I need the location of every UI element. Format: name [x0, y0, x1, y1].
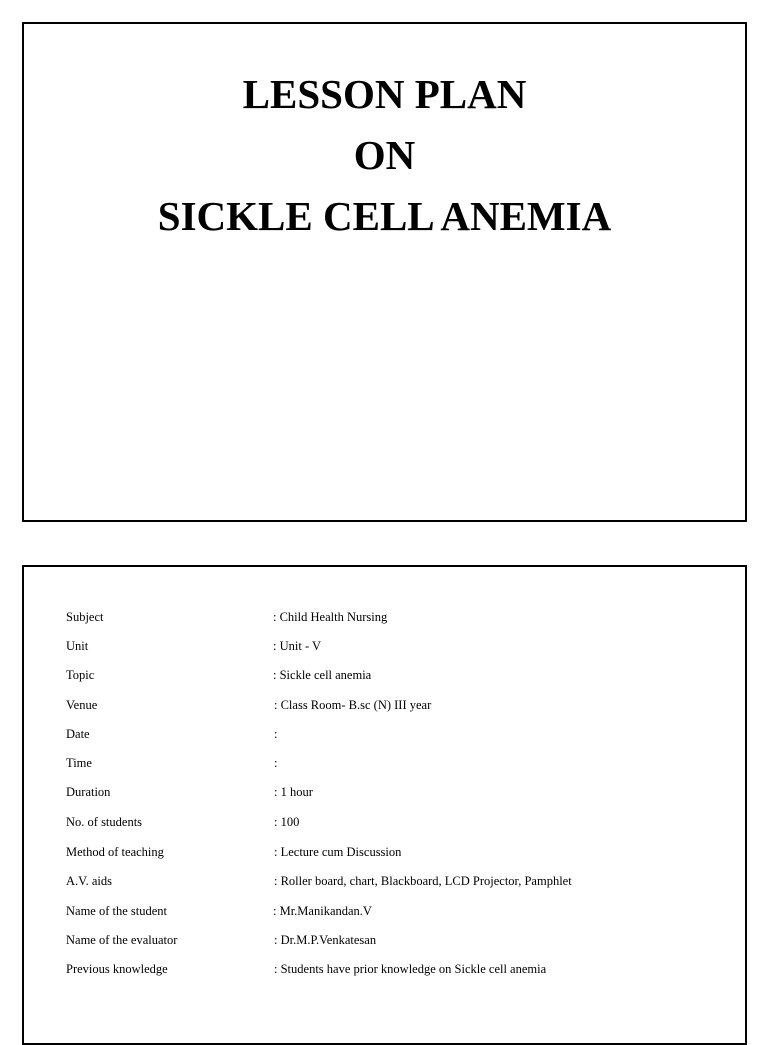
detail-row-evaluator — [24, 930, 745, 950]
detail-row-time — [24, 753, 745, 773]
detail-label: A.V. aids — [66, 874, 112, 888]
detail-value: : Lecture cum Discussion — [274, 845, 402, 859]
detail-row-student-name — [24, 901, 745, 921]
detail-row-unit — [24, 636, 745, 656]
detail-value: : Class Room- B.sc (N) III year — [274, 698, 432, 712]
detail-label: Previous knowledge — [66, 962, 168, 976]
detail-value: : — [274, 727, 278, 741]
detail-row-av-aids — [24, 871, 745, 891]
detail-row-method — [24, 842, 745, 862]
detail-row-venue — [24, 695, 745, 715]
detail-label: Topic — [66, 668, 95, 682]
detail-value: : Roller board, chart, Blackboard, LCD Projector, Pamphlet — [274, 874, 572, 888]
detail-value: : Students have prior knowledge on Sickle cell anemia — [274, 962, 547, 976]
detail-label: No. of students — [66, 815, 143, 829]
detail-value: : Mr.Manikandan.V — [273, 904, 372, 918]
detail-value: : 100 — [274, 815, 300, 829]
detail-label: Date — [66, 727, 90, 741]
detail-value: : Sickle cell anemia — [273, 668, 372, 682]
title-line-on: ON — [353, 132, 416, 178]
detail-row-date — [24, 724, 745, 744]
title-line-topic: SICKLE CELL ANEMIA — [157, 193, 612, 239]
detail-label: Venue — [66, 698, 98, 712]
detail-label: Time — [66, 756, 92, 770]
details-page — [22, 565, 747, 1045]
detail-value: : — [274, 756, 278, 770]
detail-row-students — [24, 812, 745, 832]
detail-value: : 1 hour — [274, 785, 313, 799]
detail-row-subject — [24, 607, 745, 627]
detail-label: Name of the evaluator — [66, 933, 178, 947]
title-page — [22, 22, 747, 522]
detail-label: Name of the student — [66, 904, 168, 918]
detail-value: : Dr.M.P.Venkatesan — [274, 933, 377, 947]
detail-row-previous-knowledge — [24, 959, 745, 979]
detail-label: Unit — [66, 639, 89, 653]
detail-value: : Child Health Nursing — [273, 610, 388, 624]
detail-row-duration — [24, 782, 745, 802]
detail-value: : Unit - V — [273, 639, 322, 653]
detail-row-topic — [24, 665, 745, 685]
detail-label: Subject — [66, 610, 104, 624]
detail-label: Duration — [66, 785, 111, 799]
title-line-lesson-plan: LESSON PLAN — [242, 71, 527, 117]
detail-label: Method of teaching — [66, 845, 164, 859]
